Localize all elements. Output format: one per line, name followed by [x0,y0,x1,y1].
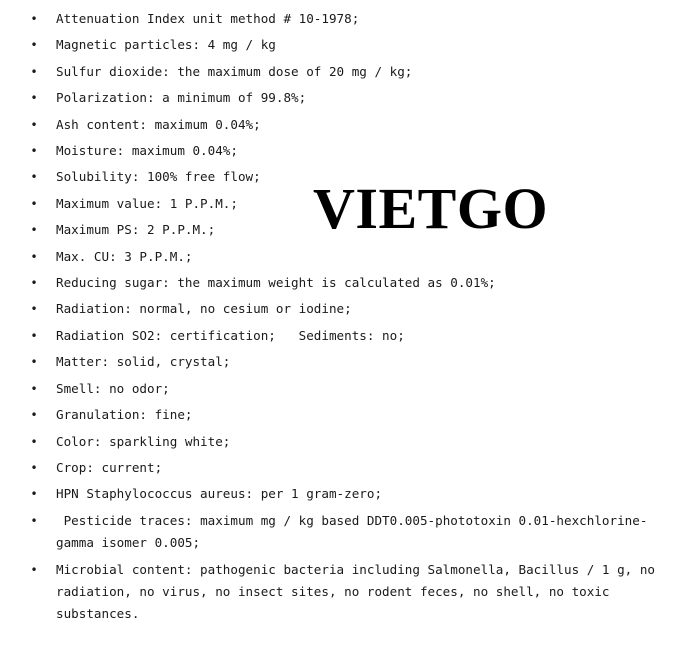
spec-text: Crop: current; [56,459,163,475]
spec-item-crop [0,455,700,481]
spec-text: HPN Staphylococcus aureus: per 1 gram-zero; [56,486,383,502]
bullet-icon: • [30,91,38,106]
spec-text: Ash content: maximum 0.04%; [56,116,261,132]
bullet-icon: • [30,276,38,291]
spec-item-color [0,429,700,455]
spec-text: Maximum value: 1 P.P.M.; [56,195,238,211]
spec-text: Maximum PS: 2 P.P.M.; [56,222,216,238]
spec-text: Max. CU: 3 P.P.M.; [56,248,193,264]
spec-text: Radiation: normal, no cesium or iodine; [56,301,352,317]
bullet-icon: • [30,196,38,211]
bullet-icon: • [30,117,38,132]
bullet-icon: • [30,460,38,475]
bullet-icon: • [30,302,38,317]
spec-text: Color: sparkling white; [56,433,231,449]
bullet-icon: • [30,12,38,26]
spec-item-max-cu [0,244,700,270]
bullet-icon: • [30,408,38,423]
spec-item-moisture [0,138,700,164]
spec-text: Reducing sugar: the maximum weight is calculated as 0.01%; [56,275,496,291]
bullet-icon: • [30,38,38,53]
bullet-icon: • [30,381,38,396]
spec-text: Radiation SO2: certification; Sediments: no; [56,327,405,343]
bullet-icon: • [30,355,38,370]
spec-item-radiation [0,296,700,322]
bullet-icon: • [30,170,38,185]
spec-text: Matter: solid, crystal; [56,354,231,370]
spec-item-microbial-content [0,557,700,628]
spec-item-ash [0,112,700,138]
spec-text: Microbial content: pathogenic bacteria including Salmonella, Bacillus / 1 g, no radiation, no virus, no insect sites, no rodent feces, no shell, no toxic substances. [56,561,663,621]
bullet-icon: • [30,328,38,343]
spec-item-granulation [0,402,700,428]
spec-item-pesticide-traces [0,508,700,557]
spec-text: Solubility: 100% free flow; [56,169,261,185]
spec-item-smell [0,376,700,402]
spec-text: Magnetic particles: 4 mg / kg [56,37,276,53]
spec-item-reducing-sugar [0,270,700,296]
spec-text: Sulfur dioxide: the maximum dose of 20 mg / kg; [56,63,413,79]
spec-item-magnetic [0,32,700,58]
spec-list [0,6,700,628]
bullet-icon: • [30,434,38,449]
spec-item-matter [0,349,700,375]
spec-text: Polarization: a minimum of 99.8%; [56,90,307,106]
bullet-icon: • [30,487,38,502]
bullet-icon: • [30,562,38,577]
vietgo-watermark: VIETGO [313,176,549,241]
spec-item-hpn-staphylococcus [0,481,700,507]
spec-item-polarization [0,85,700,111]
spec-item-sulfur-dioxide [0,59,700,85]
spec-item-radiation-so2 [0,323,700,349]
spec-text: Pesticide traces: maximum mg / kg based DDT0.005-phototoxin 0.01-hexchlorine-gamma isomer 0.005; [56,512,648,550]
bullet-icon: • [30,223,38,238]
bullet-icon: • [30,64,38,79]
spec-text: Moisture: maximum 0.04%; [56,143,238,159]
bullet-icon: • [30,144,38,159]
spec-item-attenuation [0,6,700,32]
bullet-icon: • [30,249,38,264]
bullet-icon: • [30,513,38,528]
spec-text: Granulation: fine; [56,407,193,423]
spec-text: Smell: no odor; [56,380,170,396]
spec-text: Attenuation Index unit method # 10-1978; [56,11,360,26]
